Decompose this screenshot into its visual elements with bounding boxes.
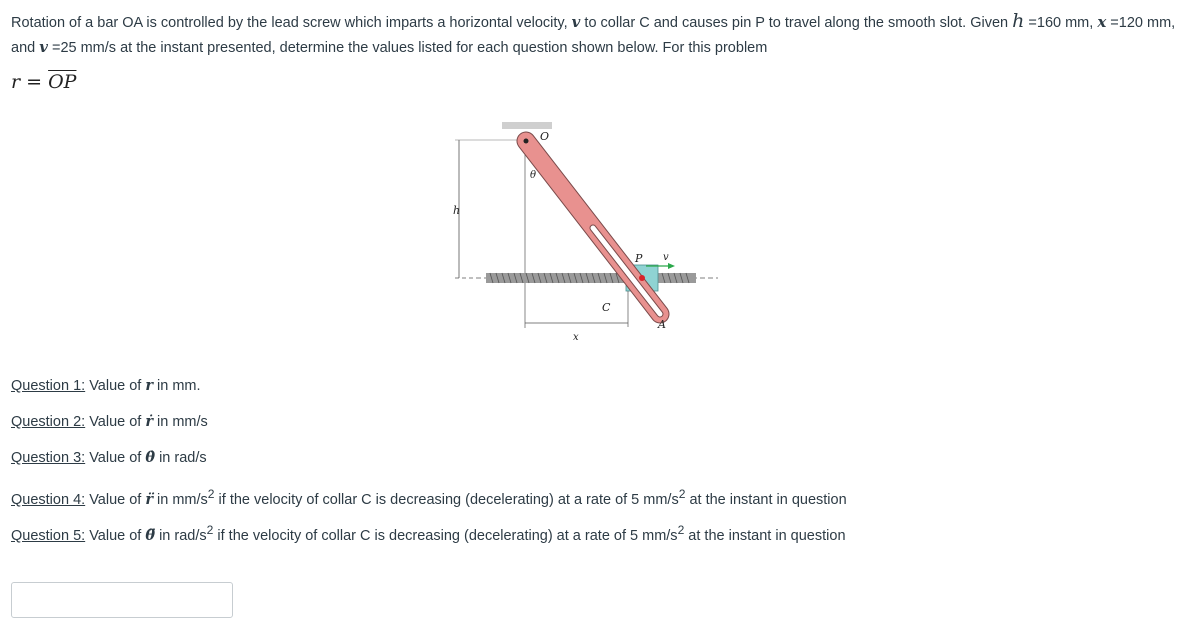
question-2-symbol: ṙ (145, 413, 154, 430)
question-1-post: in mm. (153, 378, 201, 394)
question-4-sup-2: 2 (678, 487, 686, 501)
intro-text-4: =120 mm, and (11, 15, 1176, 56)
x-symbol: x (1097, 13, 1107, 31)
question-4-unit: in mm/s (153, 491, 208, 508)
question-3 (11, 449, 207, 466)
intro-text-5: =25 mm/s at the instant presented, determine the values listed for each question shown below. For this problem (47, 40, 768, 56)
question-2 (11, 413, 208, 430)
pin-p (639, 275, 645, 281)
p-label: P (635, 252, 643, 265)
question-4 (11, 487, 847, 508)
h-label: h (453, 204, 461, 217)
question-3-label: Question 3: (11, 450, 86, 466)
intro-text-1: Rotation of a bar OA is controlled by the lead screw which imparts a horizontal velocity, (11, 15, 572, 31)
answer-input[interactable] (11, 582, 233, 618)
question-4-condition: if the velocity of collar C is decreasing (decelerating) at a rate of 5 mm/s (214, 491, 679, 508)
question-5-pre: Value of (85, 527, 146, 544)
h-symbol: h (1012, 10, 1025, 32)
question-3-symbol: θ̇ (145, 449, 156, 466)
question-2-label: Question 2: (11, 414, 86, 430)
question-4-label: Question 4: (11, 491, 86, 508)
velocity-symbol: v (571, 13, 581, 31)
x-label: x (573, 332, 579, 343)
question-3-pre: Value of (85, 450, 146, 466)
velocity-arrowhead (668, 263, 675, 269)
question-5-sup-2: 2 (677, 523, 685, 537)
r-definition-equation (11, 71, 76, 93)
c-label: C (602, 301, 611, 314)
ceiling-support (502, 122, 552, 129)
mechanism-figure (446, 116, 726, 346)
o-label: O (540, 130, 550, 143)
question-2-post: in mm/s (153, 414, 208, 430)
question-1-symbol: r (145, 377, 154, 394)
question-4-pre: Value of (85, 491, 146, 508)
question-4-sup-1: 2 (207, 487, 215, 501)
question-4-symbol: r̈ (145, 490, 154, 508)
question-5-label: Question 5: (11, 527, 86, 544)
question-2-pre: Value of (85, 414, 146, 430)
question-1-label: Question 1: (11, 378, 86, 394)
eq-rhs: $\overline{OP}$ (48, 71, 77, 93)
intro-text-2: to collar C and causes pin P to travel along the smooth slot. Given (580, 15, 1013, 31)
question-5-unit: in rad/s (155, 527, 207, 544)
question-1 (11, 377, 201, 394)
velocity-symbol-2: v (39, 38, 48, 56)
question-1-pre: Value of (85, 378, 146, 394)
pin-o (524, 139, 529, 144)
problem-statement (11, 9, 1179, 60)
eq-lhs: r (11, 71, 21, 93)
question-4-tail: at the instant in question (685, 491, 847, 508)
v-label: v (663, 252, 669, 263)
question-5-condition: if the velocity of collar C is decreasing (decelerating) at a rate of 5 mm/s (213, 527, 678, 544)
eq-sign: = (20, 71, 49, 93)
question-5-tail: at the instant in question (684, 527, 846, 544)
intro-text-3: =160 mm, (1024, 15, 1098, 31)
question-5-sup-1: 2 (206, 523, 214, 537)
question-5 (11, 523, 846, 544)
question-5-symbol: θ̈ (145, 526, 156, 544)
a-label: A (658, 318, 666, 331)
question-3-post: in rad/s (155, 450, 207, 466)
theta-label: θ (530, 170, 537, 181)
